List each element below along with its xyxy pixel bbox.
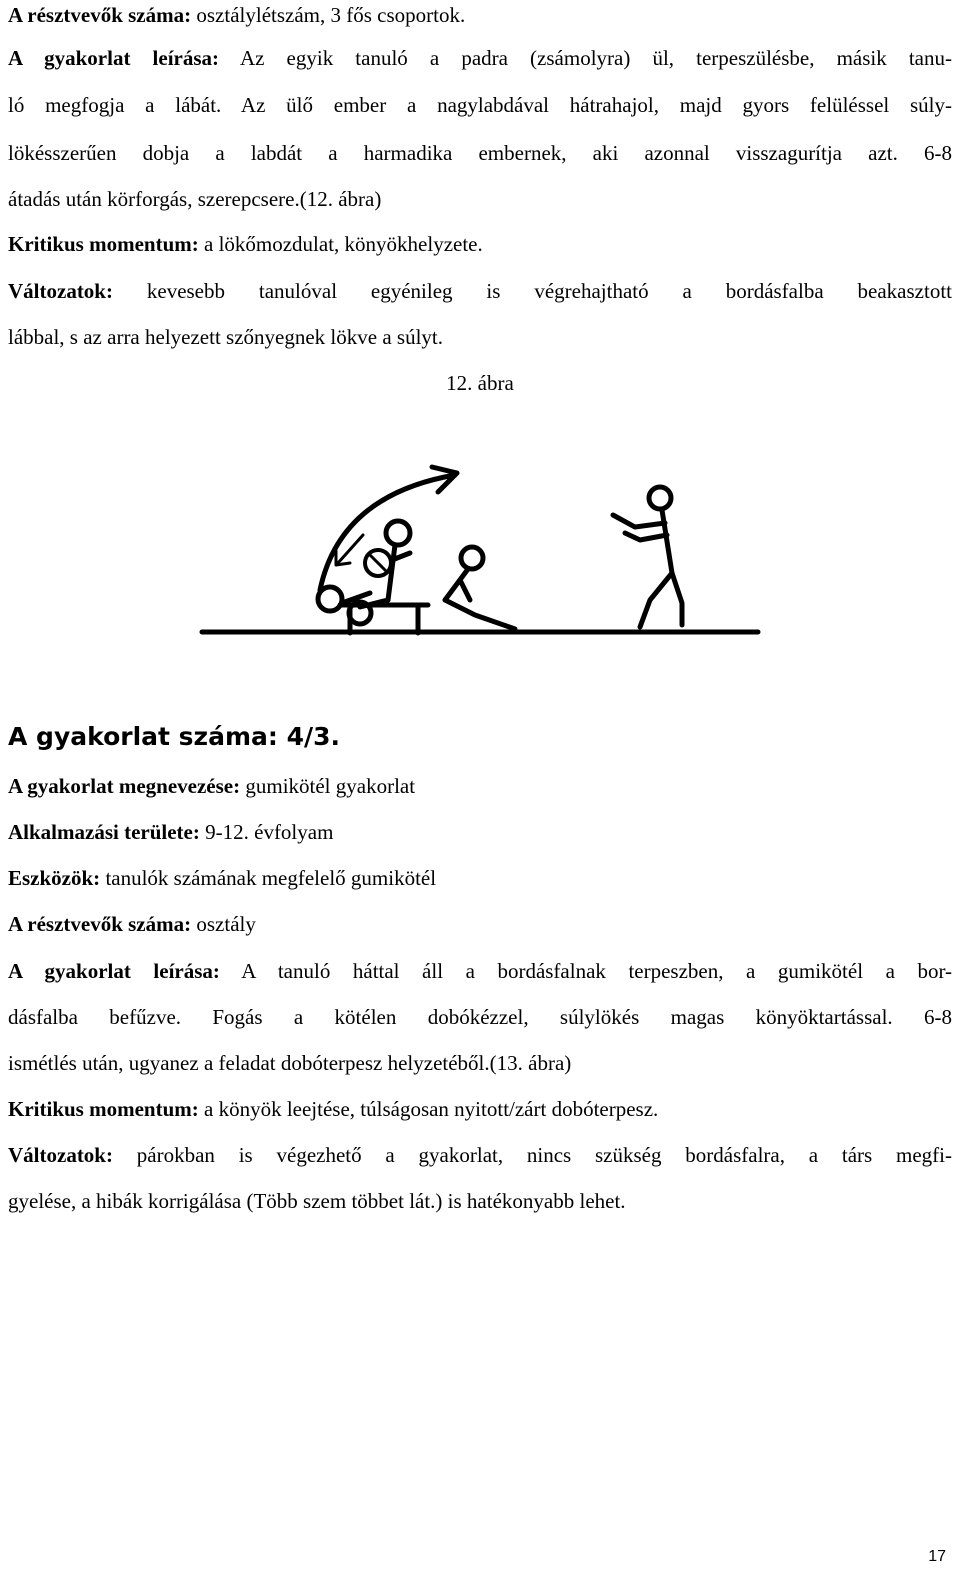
critical-label: Kritikus momentum: bbox=[8, 232, 199, 256]
critical-line bbox=[8, 231, 952, 257]
catcher-body bbox=[662, 510, 672, 573]
application-line bbox=[8, 819, 952, 845]
critical-value: a lökőmozdulat, könyökhelyzete. bbox=[198, 232, 483, 256]
description2-text-1: A tanuló háttal áll a bordásfalnak terpeszben, a gumikötél a bor- bbox=[219, 959, 953, 983]
catcher-arm-lower bbox=[625, 533, 667, 540]
equipment-line bbox=[8, 865, 952, 891]
equipment-value: tanulók számának megfelelő gumikötél bbox=[100, 866, 437, 890]
variants2-label: Változatok: bbox=[8, 1143, 113, 1167]
equipment-label: Eszközök: bbox=[8, 866, 101, 890]
critical2-value: a könyök leejtése, túlságosan nyitott/zárt dobóterpesz. bbox=[198, 1097, 659, 1121]
participants-line bbox=[8, 2, 952, 28]
participants-line-2 bbox=[8, 911, 952, 937]
partner-head bbox=[461, 547, 483, 569]
partner-arm bbox=[460, 580, 470, 600]
description2-label: A gyakorlat leírása: bbox=[8, 959, 220, 983]
description-text-1: Az egyik tanuló a padra (zsámolyra) ül, terpeszülésbe, másik tanu- bbox=[219, 46, 952, 70]
description-line-1 bbox=[8, 45, 952, 71]
description-line-4: átadás után körforgás, szerepcsere.(12. ábra) bbox=[8, 187, 382, 211]
description-line-2: ló megfogja a lábát. Az ülő ember a nagylabdával hátrahajol, majd gyors felüléssel súly- bbox=[8, 93, 952, 117]
variants2-text-1: párokban is végezhető a gyakorlat, nincs szükség bordásfalra, a társ megfi- bbox=[112, 1143, 952, 1167]
participants-value: osztálylétszám, 3 fős csoportok. bbox=[191, 3, 466, 27]
catcher-leg-right bbox=[672, 573, 682, 625]
figure-caption: 12. ábra bbox=[446, 371, 514, 395]
exercise-number-heading: A gyakorlat száma: 4/3. bbox=[8, 722, 341, 751]
description2-line-3: ismétlés után, ugyanez a feladat dobóterpesz helyzetéből.(13. ábra) bbox=[8, 1051, 572, 1075]
participants-label: A résztvevők száma: bbox=[8, 3, 192, 27]
participants-label-2: A résztvevők száma: bbox=[8, 912, 192, 936]
catcher-arm-upper bbox=[613, 515, 665, 527]
application-value: 9-12. évfolyam bbox=[199, 820, 334, 844]
variants-line-2: lábbal, s az arra helyezett szőnyegnek lökve a súlyt. bbox=[8, 325, 443, 349]
name-label: A gyakorlat megnevezése: bbox=[8, 774, 241, 798]
application-label: Alkalmazási területe: bbox=[8, 820, 200, 844]
description2-line-2: dásfalba befűzve. Fogás a kötélen dobókézzel, súlylökés magas könyöktartással. 6-8 bbox=[8, 1005, 952, 1029]
page-number: 17 bbox=[928, 1548, 946, 1565]
name-value: gumikötél gyakorlat bbox=[240, 774, 416, 798]
description-label: A gyakorlat leírása: bbox=[8, 46, 220, 70]
participants-value-2: osztály bbox=[191, 912, 256, 936]
variants-line-1 bbox=[8, 278, 952, 304]
sitter-head bbox=[386, 521, 410, 545]
variants-label: Változatok: bbox=[8, 279, 113, 303]
catcher-leg-left bbox=[640, 573, 672, 627]
critical2-line bbox=[8, 1096, 952, 1122]
holder-head bbox=[318, 587, 342, 611]
variants2-line-2: gyelése, a hibák korrigálása (Több szem többet lát.) is hatékonyabb lehet. bbox=[8, 1189, 626, 1213]
description-line-3: lökésszerűen dobja a labdát a harmadika embernek, aki azonnal visszagurítja azt. 6-8 bbox=[8, 141, 952, 165]
description2-line-1 bbox=[8, 958, 952, 984]
figure-illustration bbox=[170, 415, 790, 685]
variants-text-1: kevesebb tanulóval egyénileg is végrehajtható a bordásfalba beakasztott bbox=[112, 279, 952, 303]
ball-detail bbox=[370, 555, 386, 571]
name-line bbox=[8, 773, 952, 799]
critical2-label: Kritikus momentum: bbox=[8, 1097, 199, 1121]
partner-leg bbox=[445, 600, 515, 629]
variants2-line-1 bbox=[8, 1142, 952, 1168]
catcher-head bbox=[649, 487, 671, 509]
